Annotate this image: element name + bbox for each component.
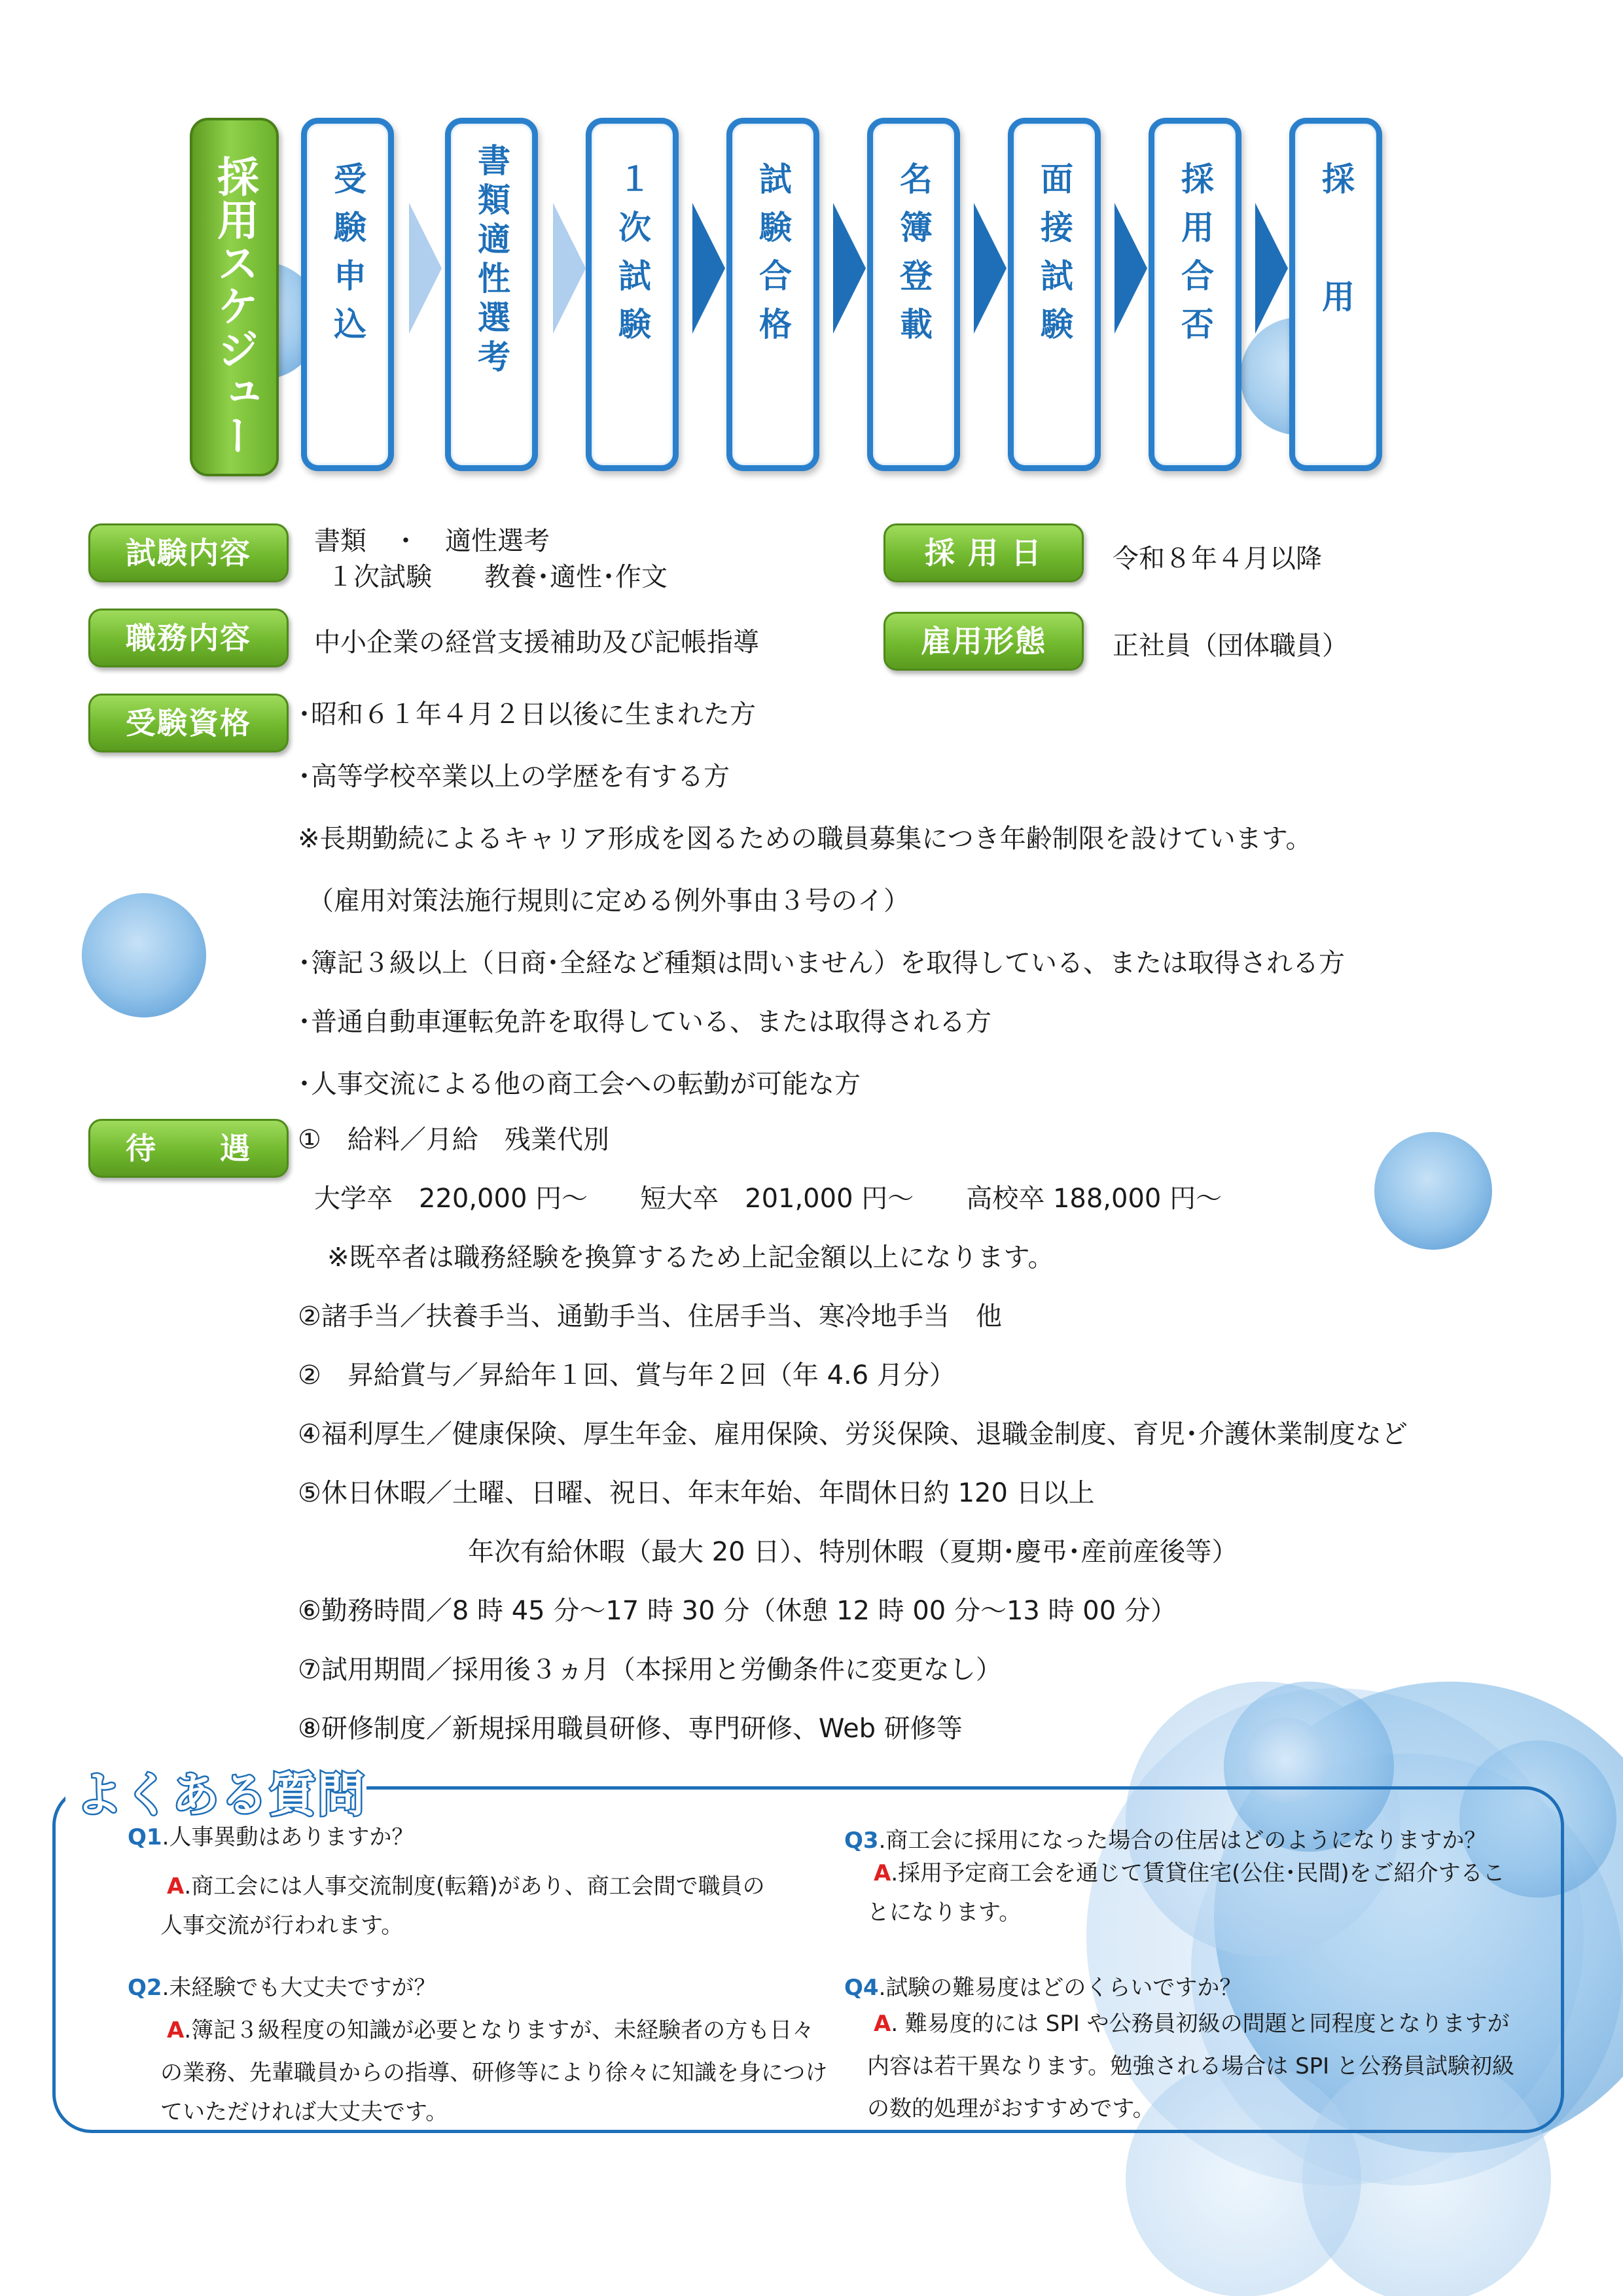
employment-type-value: 正社員（団体職員） [1113, 631, 1348, 661]
question-number: Q2 [128, 1975, 162, 2001]
step-label: 受験申込 [329, 162, 366, 355]
faq-answer-1-line-2: 人事交流が行われます。 [160, 1913, 404, 1939]
answer-text: .簿記３級程度の知識が必要となりますが、未経験者の方も日々 [184, 2017, 815, 2043]
arrow-right-icon [967, 203, 1013, 334]
answer-text: .商工会には人事交流制度(転籍)があり、商工会間で職員の [184, 1873, 765, 1899]
schedule-step-apply [301, 118, 394, 471]
qualification-line: ･高等学校卒業以上の学歴を有する方 [298, 762, 730, 792]
faq-answer-2-line-1 [167, 2012, 814, 2044]
answer-text: .採用予定商工会を通じて賃貸住宅(公住･民間)をご紹介するこ [891, 1860, 1505, 1886]
label-treatment: 待 遇 [88, 1119, 289, 1178]
treatment-line: ① 給料／月給 残業代別 [298, 1125, 609, 1155]
schedule-step-exam-pass [726, 118, 819, 471]
faq-question-2 [128, 1969, 436, 2002]
question-number: Q3 [844, 1828, 879, 1854]
treatment-salary-line: 大学卒 220,000 円～ 短大卒 201,000 円～ 高校卒 188,000 円～ [314, 1184, 1222, 1214]
schedule-step-interview [1008, 118, 1101, 471]
faq-answer-3-line-1 [874, 1855, 1505, 1887]
question-text: .未経験でも大丈夫ですが？ [162, 1975, 437, 2001]
step-label: 採 用 [1317, 162, 1355, 338]
arrow-right-icon [402, 203, 448, 334]
schedule-step-document-screening [445, 118, 538, 471]
faq-question-3 [844, 1822, 1486, 1854]
schedule-step-hire [1289, 118, 1382, 471]
treatment-line: ② 昇給賞与／昇給年１回、賞与年２回（年 4.6 月分） [298, 1360, 955, 1390]
treatment-line: ⑤休日休暇／土曜、日曜、祝日、年末年始、年間休日約 120 日以上 [298, 1478, 1095, 1508]
step-label: 面接試験 [1035, 162, 1073, 355]
treatment-line: ⑦試用期間／採用後３ヵ月（本採用と労働条件に変更なし） [298, 1655, 1002, 1685]
hire-date-value: 令和８年４月以降 [1113, 544, 1322, 574]
treatment-line: ④福利厚生／健康保険、厚生年金、雇用保険、労災保険、退職金制度、育児･介護休業制度など [298, 1419, 1408, 1449]
step-label: １次試験 [613, 162, 651, 355]
label-hire-date: 採 用 日 [883, 523, 1084, 582]
treatment-line: 年次有給休暇（最大 20 日）、特別休暇（夏期･慶弔･産前産後等） [468, 1537, 1238, 1567]
schedule-step-registration [867, 118, 960, 471]
question-text: .人事異動はありますか？ [162, 1824, 414, 1850]
faq-answer-4-line-3: の数的処理がおすすめです。 [867, 2096, 1155, 2122]
label-employment-type: 雇用形態 [883, 612, 1084, 671]
step-label: 採用合否 [1176, 162, 1214, 355]
duties-value: 中小企業の経営支援補助及び記帳指導 [314, 627, 759, 658]
exam-line-2: １次試験 教養･適性･作文 [327, 562, 668, 592]
faq-answer-1-line-1 [167, 1868, 765, 1900]
arrow-right-icon [546, 203, 592, 334]
answer-mark: A [167, 2017, 185, 2043]
faq-answer-4-line-1 [874, 2005, 1510, 2038]
faq-answer-4-line-2: 内容は若干異なります。勉強される場合は SPI と公務員試験初級 [867, 2053, 1515, 2079]
treatment-line: ※既卒者は職務経験を換算するため上記金額以上になります。 [327, 1243, 1054, 1273]
faq-answer-2-line-3: ていただければ大丈夫です。 [160, 2099, 448, 2125]
schedule-title: 採用スケジュール [126, 155, 259, 457]
answer-text: . 難易度的には SPI や公務員初級の問題と同程度となりますが [891, 2011, 1510, 2037]
faq-title: よくある質問 [75, 1767, 366, 1822]
qualification-line: ※長期勤続によるキャリア形成を図るための職員募集につき年齢制限を設けています。 [298, 824, 1312, 854]
arrow-right-icon [1108, 203, 1154, 334]
answer-mark: A [874, 2011, 891, 2037]
label-exam-content: 試験内容 [88, 523, 289, 582]
exam-line-1: 書類 ・ 適性選考 [314, 526, 550, 556]
step-label: 書類適性選考 [473, 143, 510, 379]
question-number: Q1 [128, 1824, 162, 1850]
arrow-right-icon [827, 203, 872, 334]
schedule-step-first-exam [586, 118, 679, 471]
step-label: 名簿登載 [895, 162, 933, 355]
qualification-line: ･簿記３級以上（日商･全経など種類は問いません）を取得している、または取得される方 [298, 948, 1345, 978]
question-text: .試験の難易度はどのくらいですか？ [878, 1975, 1242, 2001]
faq-question-4 [844, 1969, 1241, 2002]
step-label: 試験合格 [754, 162, 792, 355]
arrow-right-icon [686, 203, 732, 334]
answer-mark: A [874, 1860, 891, 1886]
qualification-line: ･昭和６１年４月２日以後に生まれた方 [298, 699, 756, 730]
question-number: Q4 [844, 1975, 879, 2001]
label-qualifications: 受験資格 [88, 694, 289, 752]
treatment-line: ⑥勤務時間／8 時 45 分～17 時 30 分（休憩 12 時 00 分～13 時 00 分） [298, 1596, 1177, 1626]
treatment-line: ⑧研修制度／新規採用職員研修、専門研修、Web 研修等 [298, 1714, 963, 1744]
faq-answer-2-line-2: の業務、先輩職員からの指導、研修等により徐々に知識を身につけ [160, 2060, 828, 2086]
qualification-line: ･人事交流による他の商工会への転勤が可能な方 [298, 1069, 861, 1099]
question-text: .商工会に採用になった場合の住居はどのようになりますか？ [878, 1828, 1487, 1854]
arrow-right-icon [1249, 203, 1294, 334]
qualification-line: （雇用対策法施行規則に定める例外事由３号のイ） [308, 886, 910, 916]
schedule-step-decision [1149, 118, 1241, 471]
schedule-title-block [126, 118, 279, 476]
faq-answer-3-line-2: とになります。 [867, 1899, 1022, 1926]
qualification-line: ･普通自動車運転免許を取得している、または取得される方 [298, 1007, 991, 1037]
treatment-line: ②諸手当／扶養手当、通勤手当、住居手当、寒冷地手当 他 [298, 1301, 1002, 1332]
answer-mark: A [167, 1873, 185, 1899]
label-duties: 職務内容 [88, 609, 289, 667]
